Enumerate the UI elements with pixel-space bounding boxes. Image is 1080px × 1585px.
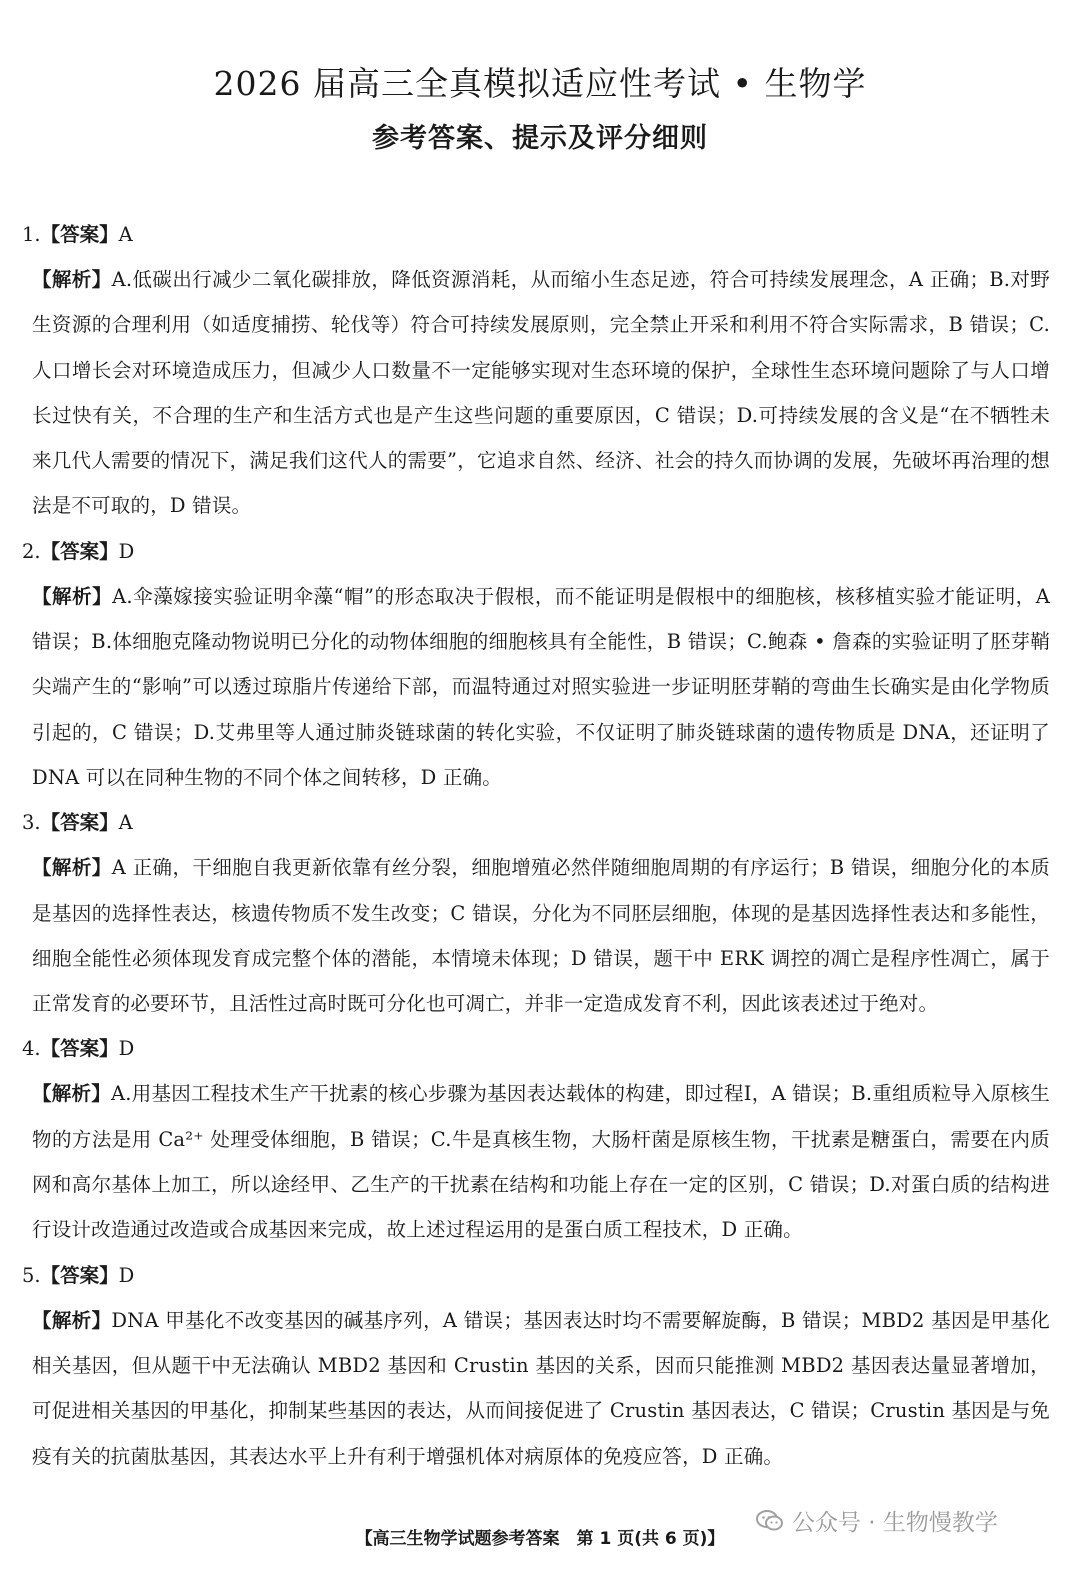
question-number: 1. <box>22 223 41 246</box>
analysis-body: DNA 甲基化不改变基因的碱基序列，A 错误；基因表达时均不需要解旋酶，B 错误；MBD2 基因是甲基化相关基因，但从题干中无法确认 MBD2 基因和 Crustin 基因的关系，因而只能推测 MBD2 基因表达量显著增加，可促进相关基因的甲基化，抑制某些基因的表达，从而间接促进了 Crustin 基因表达，C 错误；Crustin 基因是与免疫有关的抗菌肽基因，其表达水平上升有利于增强机体对病原体的免疫应答，D 正确。 <box>32 1308 1050 1468</box>
analysis-body: A.低碳出行减少二氧化碳排放，降低资源消耗，从而缩小生态足迹，符合可持续发展理念，A 正确；B.对野生资源的合理利用（如适度捕捞、轮伐等）符合可持续发展原则，完全禁止开采和利用不符合实际需求，B 错误；C.人口增长会对环境造成压力，但减少人口数量不一定能够实现对生态环境的保护，全球性生态环境问题除了与人口增长过快有关，不合理的生产和生活方式也是产生这些问题的重要原因，C 错误；D.可持续发展的含义是“在不牺牲未来几代人需要的情况下，满足我们这代人的需要”，它追求自然、经济、社会的持久而协调的发展，先破坏再治理的想法是不可取的，D 错误。 <box>32 268 1050 518</box>
answer-line <box>22 800 1050 845</box>
question-number: 2. <box>22 539 41 563</box>
analysis-label: 【解析】 <box>32 268 112 291</box>
answer-value: A <box>118 811 133 835</box>
question-5 <box>22 1253 1050 1479</box>
analysis-label: 【解析】 <box>32 856 112 880</box>
answer-label: 【答案】 <box>40 1263 119 1287</box>
page-title: 2026 届高三全真模拟适应性考试 • 生物学 <box>213 64 867 103</box>
analysis-body: A 正确，干细胞自我更新依靠有丝分裂，细胞增殖必然伴随细胞周期的有序运行；B 错误，细胞分化的本质是基因的选择性表达，核遗传物质不发生改变；C 错误，分化为不同胚层细胞，体现的是基因选择性表达和多能性，细胞全能性必须体现发育成完整个体的潜能，本情境未体现；D 错误，题干中 ERK 调控的凋亡是程序性凋亡，属于正常发育的必要环节，且活性过高时既可分化也可凋亡，并非一定造成发育不利，因此该表述过于绝对。 <box>32 856 1050 1016</box>
analysis-label: 【解析】 <box>32 584 113 608</box>
answer-list <box>22 212 1050 1479</box>
question-3 <box>22 800 1050 1026</box>
page-footer: 【高三生物学试题参考答案 第 1 页(共 6 页)】 <box>355 1529 725 1549</box>
question-number: 3. <box>22 811 41 835</box>
analysis-label: 【解析】 <box>32 1082 111 1106</box>
answer-label: 【答案】 <box>40 811 119 835</box>
analysis-text <box>22 1298 1050 1479</box>
answer-line <box>22 1026 1050 1071</box>
watermark-text: 公众号 · 生物慢教学 <box>792 1510 998 1536</box>
analysis-text <box>22 1071 1050 1252</box>
analysis-label: 【解析】 <box>32 1308 112 1332</box>
question-2 <box>22 529 1050 800</box>
analysis-text <box>22 257 1050 529</box>
answer-value: D <box>118 539 135 563</box>
answer-line <box>22 212 1050 257</box>
analysis-text <box>22 845 1050 1026</box>
question-4 <box>22 1026 1050 1252</box>
page-subtitle: 参考答案、提示及评分细则 <box>372 123 708 154</box>
answer-label: 【答案】 <box>40 1037 119 1061</box>
analysis-text <box>22 574 1050 800</box>
question-number: 4. <box>22 1037 41 1061</box>
answer-line <box>22 529 1050 574</box>
answer-label: 【答案】 <box>40 539 119 563</box>
analysis-body: A.伞藻嫁接实验证明伞藻“帽”的形态取决于假根，而不能证明是假根中的细胞核，核移植实验才能证明，A 错误；B.体细胞克隆动物说明已分化的动物体细胞的细胞核具有全能性，B 错误；C.鲍森 • 詹森的实验证明了胚芽鞘尖端产生的“影响”可以透过琼脂片传递给下部，而温特通过对照实验进一步证明胚芽鞘的弯曲生长确实是由化学物质引起的，C 错误；D.艾弗里等人通过肺炎链球菌的转化实验，不仅证明了肺炎链球菌的遗传物质是 DNA，还证明了 DNA 可以在同种生物的不同个体之间转移，D 正确。 <box>32 584 1050 789</box>
answer-value: D <box>118 1263 135 1287</box>
answer-line <box>22 1253 1050 1298</box>
analysis-body: A.用基因工程技术生产干扰素的核心步骤为基因表达载体的构建，即过程Ⅰ，A 错误；B.重组质粒导入原核生物的方法是用 Ca²⁺ 处理受体细胞，B 错误；C.牛是真核生物，大肠杆菌是原核生物，干扰素是糖蛋白，需要在内质网和高尔基体上加工，所以途经甲、乙生产的干扰素在结构和功能上存在一定的区别，C 错误；D.对蛋白质的结构进行设计改造通过改造或合成基因来完成，故上述过程运用的是蛋白质工程技术，D 正确。 <box>32 1082 1050 1242</box>
answer-value: D <box>118 1037 135 1061</box>
answer-value: A <box>118 223 133 246</box>
question-1 <box>22 212 1050 529</box>
question-number: 5. <box>22 1263 41 1287</box>
answer-label: 【答案】 <box>40 223 119 246</box>
